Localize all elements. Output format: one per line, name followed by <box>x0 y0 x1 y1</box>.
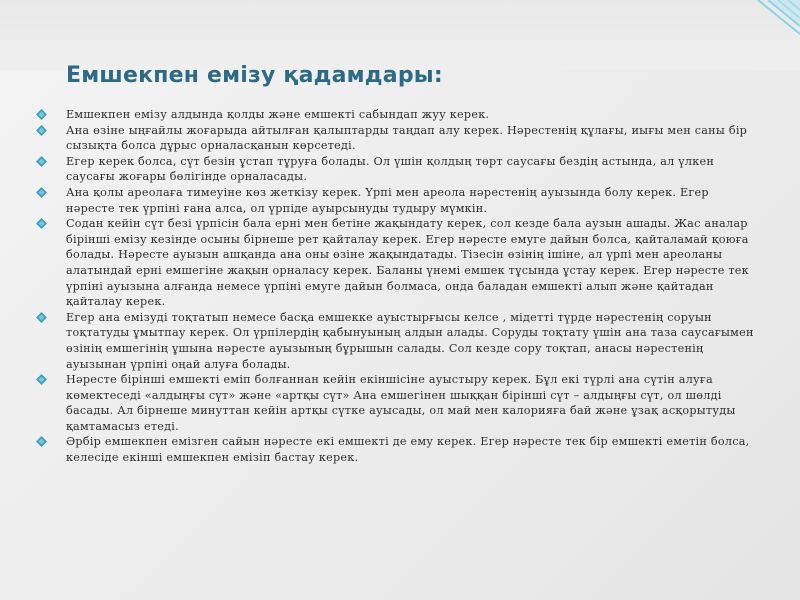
bullet-item <box>36 216 756 310</box>
bullet-item <box>36 372 756 434</box>
teal-diamond-bullet-icon <box>36 218 47 229</box>
bullet-text: Егер ана емізуді тоқтатып немесе басқа емшекке ауыстырғысы келсе , мідетті түрде нәрестенің соруын тоқтатуды ұмытпау керек. Ол үрпілердің қабынуының алдын алады. Соруды тоқтату үшін ана таза саусағымен өзінің емшегінің ұшына нәресте ауызының бұрышын салады. Сол кезде сору тоқтап, анасы нәрестенің ауызынан үрпіні оңай алуға болады. <box>66 310 754 371</box>
teal-diamond-bullet-icon <box>36 156 47 167</box>
slide-header-band <box>0 0 800 70</box>
bullet-item <box>36 107 756 123</box>
teal-diamond-bullet-icon <box>36 125 47 136</box>
bullet-item <box>36 310 756 372</box>
bullet-text: Ана өзіне ыңғайлы жоғарыда айтылған қалыптарды таңдап алу керек. Нәрестенің құлағы, иығы мен саны бір сызықта болса дұрыс орналасқанын көрсетеді. <box>66 123 748 153</box>
bullet-item <box>36 123 756 154</box>
teal-diamond-bullet-icon <box>36 109 47 120</box>
bullet-item <box>36 154 756 185</box>
corner-decoration-icon <box>740 0 800 42</box>
bullet-text: Егер керек болса, сүт безін ұстап тұруға болады. Ол үшін қолдың төрт саусағы бездің астында, ал үлкен саусағы жоғары бөлігінде орналасады. <box>66 154 715 184</box>
bullet-item <box>36 185 756 216</box>
bullet-text: Нәресте бірінші емшекті еміп болғаннан кейін екіншісіне ауыстыру керек. Бұл екі түрлі ана сүтін алуға көмектеседі «алдыңғы сүт» және «артқы сүт» Ана емшегінен шыққан бірінші сүт – алдыңғы сүт, ол шөлді басады. Ал бірнеше минуттан кейін артқы сүтке ауысады, ол май мен калорияға бай және ұзақ асқорытуды қамтамасыз етеді. <box>66 373 736 433</box>
bullet-list <box>36 107 756 466</box>
slide-title: Емшекпен емізу қадамдары: <box>66 63 443 88</box>
bullet-list-container <box>36 107 756 466</box>
teal-diamond-bullet-icon <box>36 436 47 447</box>
bullet-item <box>36 434 756 465</box>
bullet-text: Емшекпен емізу алдында қолды және емшекті сабындап жуу керек. <box>66 108 490 121</box>
teal-diamond-bullet-icon <box>36 187 47 198</box>
teal-diamond-bullet-icon <box>36 312 47 323</box>
bullet-text: Ана қолы ареолаға тимеуіне көз жеткізу керек. Үрпі мен ареола нәрестенің ауызында болу керек. Егер нәресте тек үрпіні ғана алса, ол үрпіде ауырсынуды тудыру мүмкін. <box>66 185 709 215</box>
bullet-text: Содан кейін сүт безі үрпісін бала ерні мен бетіне жақындату керек, сол кезде бала аузын ашады. Жас аналар бірінші емізу кезінде осыны бірнеше рет қайталау керек. Егер нәресте емуге дайын болса, қайталамай қоюға болады. Нәресте ауызын ашқанда ана оны өзіне жақындатады. Тізесін өзінің ішіне, ал үрпі мен ареоланы алатындай ерні емшегіне жақын орналасу керек. Баланы үнемі емшек тұсында ұстау керек. Егер нәресте тек үрпіні ауызына алғанда немесе үрпіні емуге дайын болмаса, онда баладан емшекті алып және қайтадан қайталау керек. <box>66 217 749 309</box>
bullet-text: Әрбір емшекпен емізген сайын нәресте екі емшекті де ему керек. Егер нәресте тек бір емшекті еметін болса, келесіде екінші емшекпен емізіп бастау керек. <box>66 435 750 465</box>
teal-diamond-bullet-icon <box>36 374 47 385</box>
